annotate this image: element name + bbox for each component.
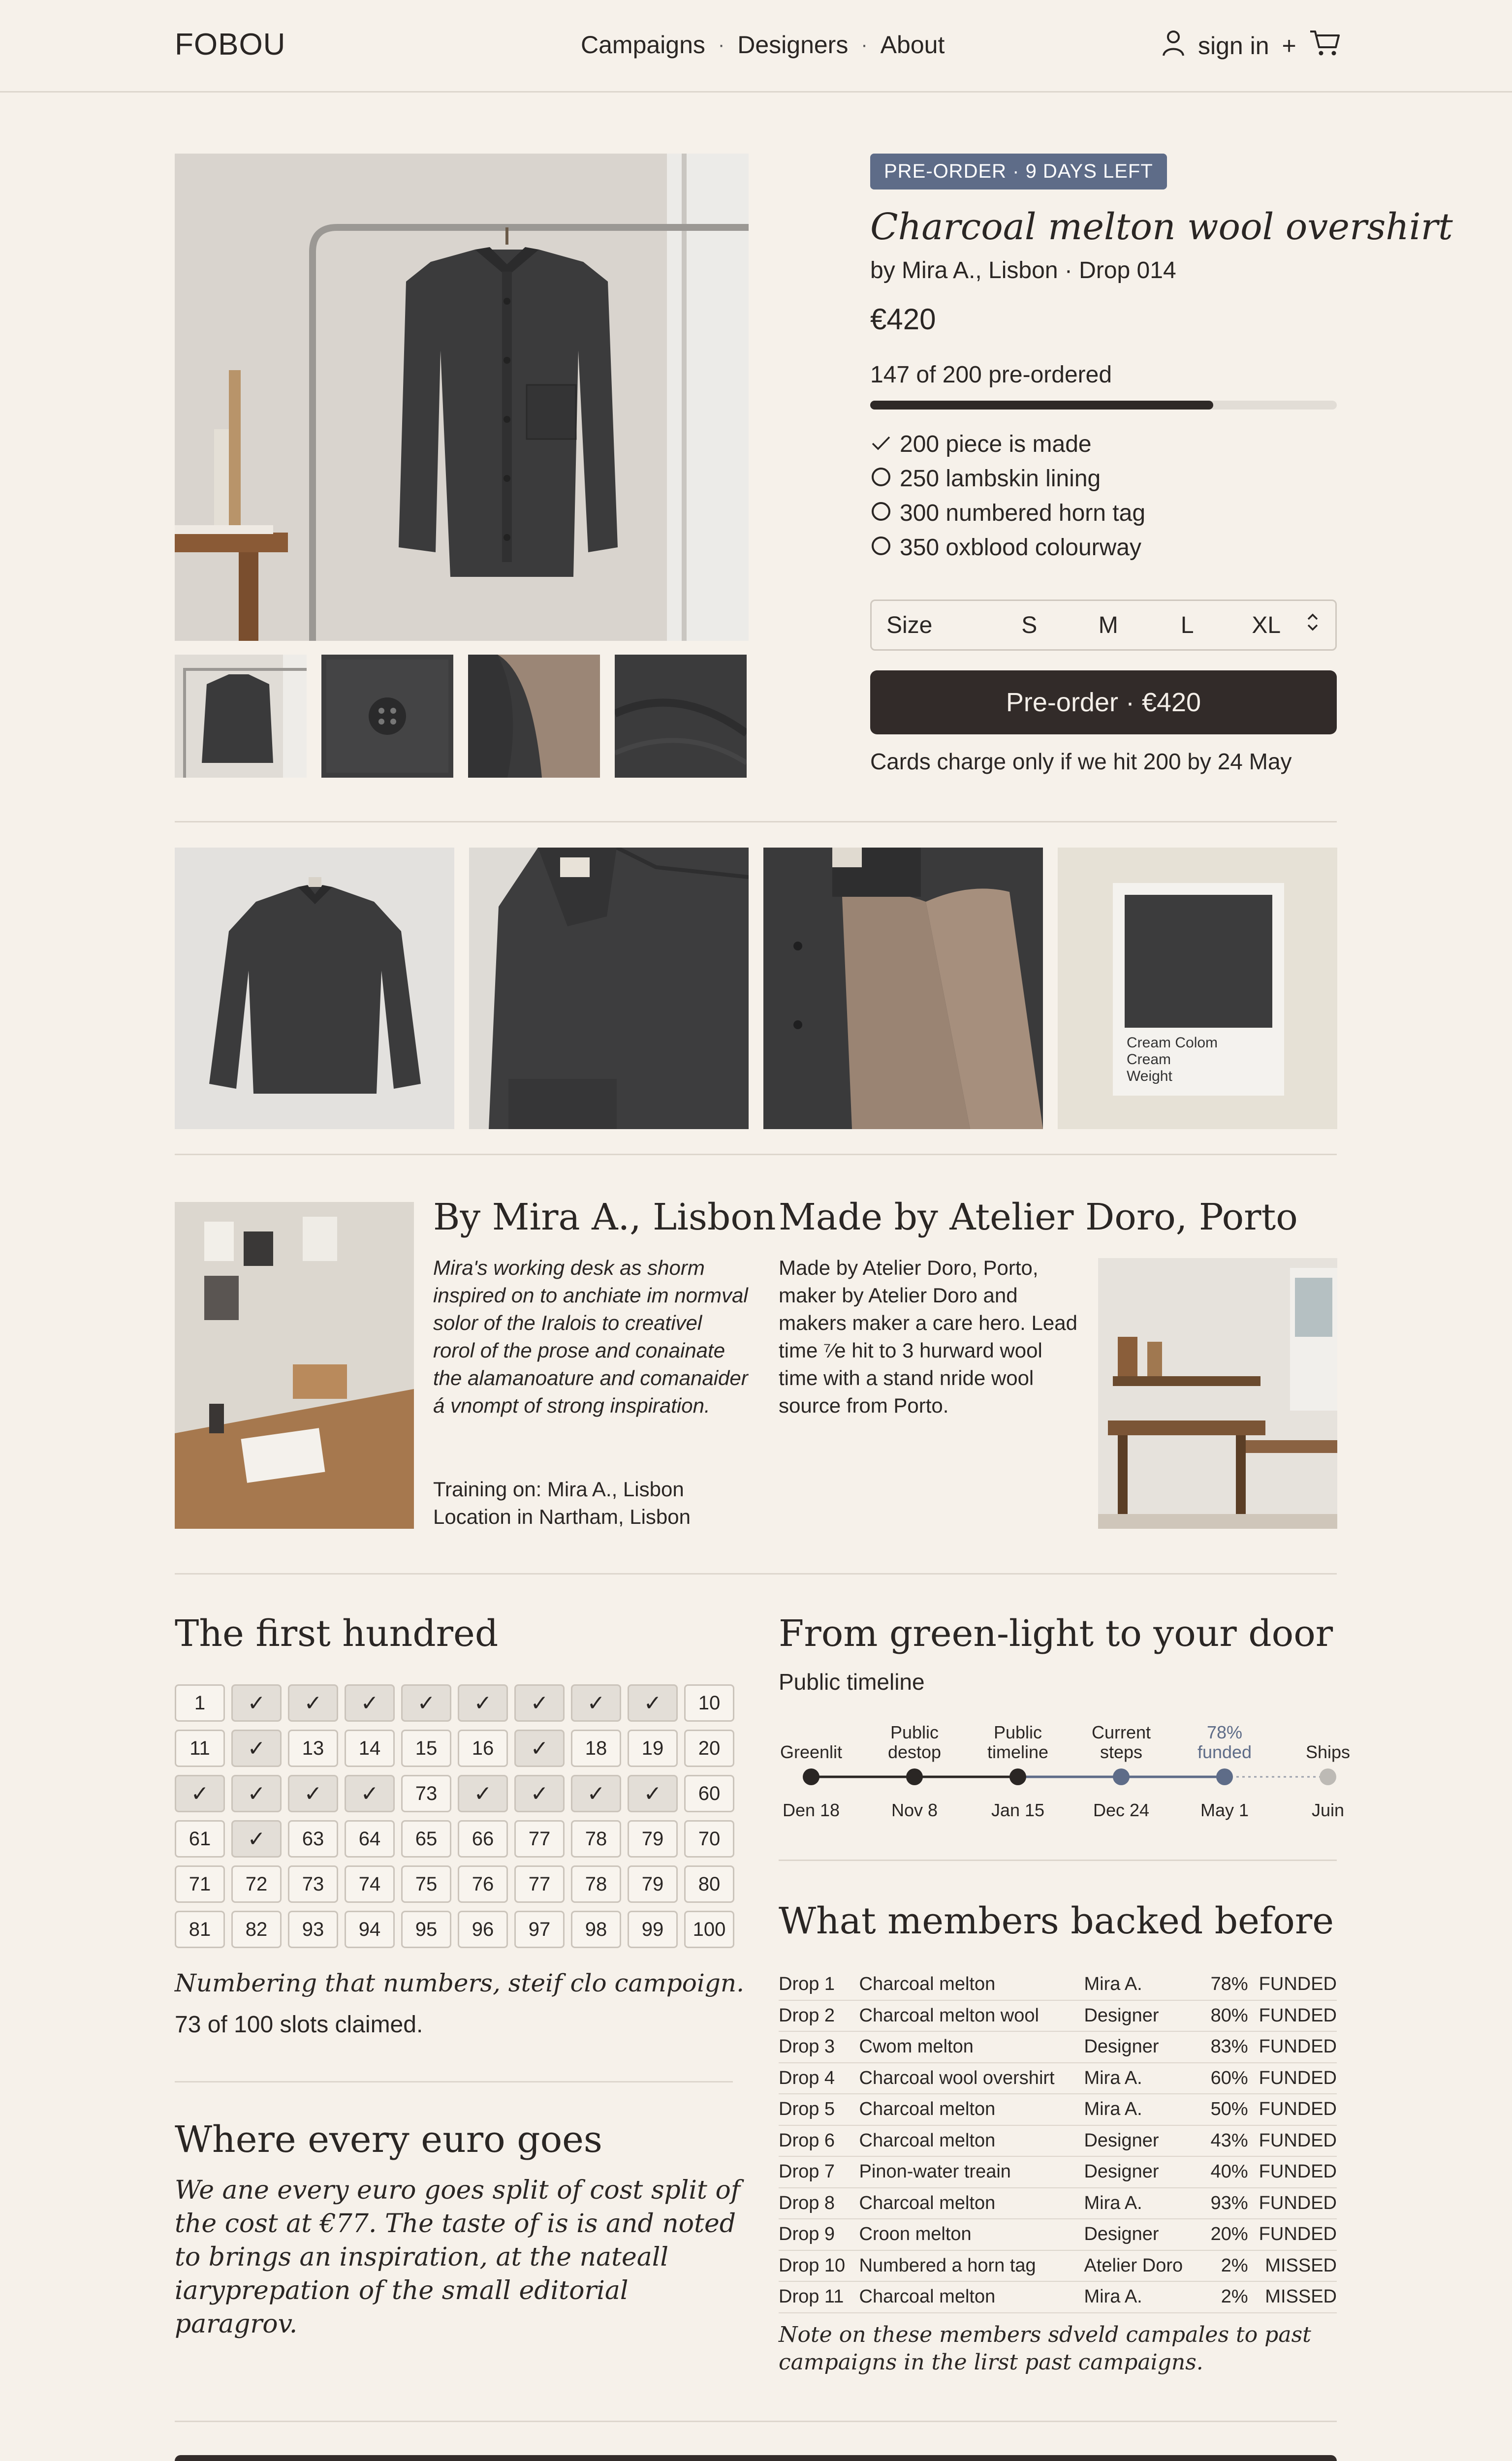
slot-cell[interactable]: 78 bbox=[571, 1820, 621, 1858]
divider bbox=[175, 2421, 1337, 2422]
timeline-step-label: timeline bbox=[987, 1742, 1049, 1762]
timeline-heading: From green-light to your door bbox=[779, 1612, 1333, 1655]
stretch-goal bbox=[870, 462, 1145, 496]
slot-cell[interactable]: 97 bbox=[514, 1911, 565, 1948]
timeline-step-date: Jan 15 bbox=[991, 1800, 1045, 1820]
funded-pct-cell: 60% bbox=[1211, 2063, 1259, 2094]
maker-cell: Mira A. bbox=[1084, 2063, 1210, 2094]
slot-cell[interactable]: 100 bbox=[684, 1911, 734, 1948]
slot-cell[interactable]: 75 bbox=[401, 1865, 451, 1903]
funded-pct-cell: 83% bbox=[1211, 2031, 1259, 2063]
divider bbox=[175, 1573, 1337, 1575]
maker-cell: Designer bbox=[1084, 2125, 1210, 2157]
euro-heading: Where every euro goes bbox=[175, 2118, 602, 2161]
slot-cell[interactable] bbox=[458, 1684, 508, 1722]
divider bbox=[175, 1154, 1337, 1155]
item-cell: Charcoal melton bbox=[859, 2188, 1084, 2219]
timeline bbox=[779, 1713, 1350, 1821]
slot-cell[interactable]: 74 bbox=[345, 1865, 395, 1903]
maker-cell: Mira A. bbox=[1084, 2281, 1210, 2313]
drop-cell: Drop 11 bbox=[779, 2281, 859, 2313]
table-row[interactable] bbox=[779, 2063, 1337, 2094]
divider bbox=[175, 821, 1337, 822]
slot-cell[interactable]: 71 bbox=[175, 1865, 225, 1903]
slot-cell[interactable]: 77 bbox=[514, 1865, 565, 1903]
slot-cell[interactable]: 13 bbox=[288, 1730, 338, 1767]
status-cell: FUNDED bbox=[1259, 2000, 1337, 2032]
slot-cell[interactable] bbox=[514, 1684, 565, 1722]
slot-cell[interactable] bbox=[628, 1684, 678, 1722]
timeline-step-label: destop bbox=[887, 1742, 942, 1762]
funded-pct-cell: 20% bbox=[1211, 2219, 1259, 2250]
check-icon bbox=[870, 427, 892, 462]
header-actions bbox=[1162, 29, 1341, 63]
chevron-updown-icon[interactable] bbox=[1306, 611, 1321, 639]
check-icon: ✓ bbox=[473, 1691, 492, 1715]
slot-cell[interactable]: 65 bbox=[401, 1820, 451, 1858]
timeline-step-date: Juin bbox=[1311, 1800, 1345, 1820]
timeline-step-date: Dec 24 bbox=[1093, 1800, 1150, 1820]
item-cell: Charcoal melton wool bbox=[859, 2000, 1084, 2032]
table-row[interactable] bbox=[779, 2000, 1337, 2032]
drop-cell: Drop 8 bbox=[779, 2188, 859, 2219]
maker-cell: Designer bbox=[1084, 2000, 1210, 2032]
slot-cell[interactable]: 70 bbox=[684, 1820, 734, 1858]
size-option-m[interactable]: M bbox=[1098, 612, 1118, 638]
history-heading: What members backed before bbox=[779, 1900, 1334, 1942]
status-cell: FUNDED bbox=[1259, 2031, 1337, 2063]
table-row[interactable] bbox=[779, 2031, 1337, 2063]
thumbnail-4[interactable] bbox=[615, 655, 747, 778]
timeline-dot bbox=[1113, 1768, 1130, 1785]
nav-separator: · bbox=[718, 33, 725, 56]
slot-grid bbox=[175, 1684, 734, 1948]
slot-cell[interactable] bbox=[231, 1684, 282, 1722]
slot-cell[interactable]: 1 bbox=[175, 1684, 225, 1722]
stretch-goal-label: 300 numbered horn tag bbox=[900, 500, 1146, 526]
circle-icon bbox=[870, 496, 892, 531]
timeline-step-label: Current bbox=[1091, 1722, 1151, 1742]
item-cell: Charcoal melton bbox=[859, 1969, 1084, 2000]
check-icon: ✓ bbox=[247, 1736, 266, 1761]
status-cell: MISSED bbox=[1259, 2250, 1337, 2282]
designer-desk-image[interactable] bbox=[175, 1202, 414, 1529]
swatch-label-line: Weight bbox=[1127, 1068, 1172, 1084]
join-preorder-button[interactable] bbox=[175, 2455, 1337, 2461]
detail-image-front[interactable] bbox=[175, 848, 454, 1129]
preorder-badge: PRE-ORDER · 9 DAYS LEFT bbox=[870, 154, 1167, 189]
stretch-goal bbox=[870, 427, 1145, 462]
table-row[interactable] bbox=[779, 1969, 1337, 2000]
funded-pct-cell: 78% bbox=[1211, 1969, 1259, 2000]
main-product-image[interactable] bbox=[175, 154, 749, 641]
maker-cell: Mira A. bbox=[1084, 2094, 1210, 2125]
funded-pct-cell: 2% bbox=[1211, 2281, 1259, 2313]
circle-icon bbox=[870, 462, 892, 496]
thumbnail-2[interactable] bbox=[321, 655, 453, 778]
slot-cell[interactable]: 98 bbox=[571, 1911, 621, 1948]
funded-pct-cell: 40% bbox=[1211, 2156, 1259, 2188]
stretch-goals-list bbox=[870, 427, 1145, 565]
product-title: Charcoal melton wool overshirt bbox=[870, 206, 1453, 248]
check-icon: ✓ bbox=[190, 1781, 209, 1806]
check-icon: ✓ bbox=[530, 1736, 549, 1761]
slot-cell[interactable]: 80 bbox=[684, 1865, 734, 1903]
drop-cell: Drop 1 bbox=[779, 1969, 859, 2000]
swatch-label-line: Cream Colom bbox=[1127, 1035, 1218, 1051]
table-row[interactable] bbox=[779, 2281, 1337, 2313]
stretch-goal-label: 250 lambskin lining bbox=[900, 466, 1101, 492]
preorder-progress-fill bbox=[870, 401, 1213, 410]
drop-cell: Drop 7 bbox=[779, 2156, 859, 2188]
drop-cell: Drop 5 bbox=[779, 2094, 859, 2125]
check-icon: ✓ bbox=[360, 1691, 379, 1715]
table-row[interactable] bbox=[779, 2125, 1337, 2157]
divider bbox=[779, 1860, 1337, 1861]
slot-cell[interactable]: 93 bbox=[288, 1911, 338, 1948]
check-icon: ✓ bbox=[304, 1781, 322, 1806]
first-hundred-heading: The first hundred bbox=[175, 1612, 499, 1655]
status-cell: FUNDED bbox=[1259, 1969, 1337, 2000]
timeline-dot bbox=[1320, 1768, 1336, 1785]
euro-text: We ane every euro goes split of cost split of the cost at €77. The taste of is is and noted to brings an inspiration, at the nateall iaryprepation of the small editorial paragrov. bbox=[175, 2176, 741, 2339]
slot-cell[interactable]: 94 bbox=[345, 1911, 395, 1948]
size-label: Size bbox=[886, 612, 933, 638]
product-price: €420 bbox=[870, 303, 936, 336]
plus-sign: + bbox=[1282, 32, 1296, 60]
drop-cell: Drop 6 bbox=[779, 2125, 859, 2157]
slot-cell[interactable]: 61 bbox=[175, 1820, 225, 1858]
stretch-goal bbox=[870, 531, 1145, 565]
item-cell: Croon melton bbox=[859, 2219, 1084, 2250]
timeline-dot bbox=[906, 1768, 923, 1785]
divider bbox=[175, 2081, 733, 2082]
charge-note: Cards charge only if we hit 200 by 24 May bbox=[870, 749, 1292, 774]
maker-cell: Mira A. bbox=[1084, 2188, 1210, 2219]
site-logo[interactable]: FOBOU bbox=[175, 28, 286, 62]
slot-cell[interactable] bbox=[175, 1775, 225, 1812]
timeline-step-label: Greenlit bbox=[780, 1742, 843, 1762]
status-cell: FUNDED bbox=[1259, 2188, 1337, 2219]
main-nav bbox=[581, 31, 945, 59]
slot-cell[interactable]: 81 bbox=[175, 1911, 225, 1948]
timeline-dot bbox=[803, 1768, 819, 1785]
preorder-count: 147 of 200 pre-ordered bbox=[870, 362, 1112, 388]
timeline-chart bbox=[779, 1713, 1350, 1821]
slot-cell[interactable]: 78 bbox=[571, 1865, 621, 1903]
check-icon: ✓ bbox=[587, 1691, 605, 1715]
check-icon: ✓ bbox=[643, 1781, 662, 1806]
designer-heading: By Mira A., Lisbon bbox=[433, 1196, 776, 1238]
item-cell: Charcoal melton bbox=[859, 2125, 1084, 2157]
slot-cell[interactable]: 99 bbox=[628, 1911, 678, 1948]
slot-cell[interactable] bbox=[231, 1730, 282, 1767]
atelier-heading: Made by Atelier Doro, Porto bbox=[779, 1196, 1298, 1238]
table-row[interactable] bbox=[779, 2156, 1337, 2188]
designer-location: Location in Nartham, Lisbon bbox=[433, 1505, 691, 1528]
funded-pct-cell: 2% bbox=[1211, 2250, 1259, 2282]
atelier-text: Made by Atelier Doro, Porto, maker by Atelier Doro and makers maker a care hero. Lead time ⁷⁄e hit to 3 hurward wool time with a stand nride wool source from Porto. bbox=[779, 1256, 1077, 1417]
item-cell: Charcoal melton bbox=[859, 2094, 1084, 2125]
slots-claimed: 73 of 100 slots claimed. bbox=[175, 2012, 423, 2038]
slot-cell[interactable]: 15 bbox=[401, 1730, 451, 1767]
slot-cell[interactable] bbox=[571, 1775, 621, 1812]
cart-icon[interactable] bbox=[1309, 29, 1341, 63]
slot-caption: Numbering that numbers, steif clo campoign. bbox=[175, 1969, 744, 1997]
timeline-subheading: Public timeline bbox=[779, 1669, 925, 1695]
timeline-step-date: Nov 8 bbox=[891, 1800, 938, 1820]
slot-cell[interactable] bbox=[345, 1684, 395, 1722]
timeline-dot bbox=[1216, 1768, 1233, 1785]
slot-cell[interactable] bbox=[231, 1775, 282, 1812]
status-cell: FUNDED bbox=[1259, 2156, 1337, 2188]
slot-cell[interactable] bbox=[571, 1684, 621, 1722]
slot-cell[interactable] bbox=[514, 1775, 565, 1812]
maker-cell: Designer bbox=[1084, 2156, 1210, 2188]
swatch-label-line: Cream bbox=[1127, 1051, 1171, 1068]
nav-separator: · bbox=[861, 33, 868, 56]
detail-image-lining[interactable] bbox=[763, 848, 1043, 1129]
table-row[interactable] bbox=[779, 2188, 1337, 2219]
circle-icon bbox=[870, 531, 892, 565]
slot-cell[interactable]: 10 bbox=[684, 1684, 734, 1722]
nav-designers[interactable]: Designers bbox=[737, 31, 849, 59]
timeline-step-label: funded bbox=[1197, 1742, 1252, 1762]
slot-cell[interactable]: 79 bbox=[628, 1820, 678, 1858]
thumbnail-1[interactable] bbox=[175, 655, 307, 778]
slot-cell[interactable]: 18 bbox=[571, 1730, 621, 1767]
slot-cell[interactable]: 16 bbox=[458, 1730, 508, 1767]
item-cell: Charcoal melton bbox=[859, 2281, 1084, 2313]
check-icon: ✓ bbox=[530, 1781, 549, 1806]
slot-cell[interactable] bbox=[345, 1775, 395, 1812]
slot-cell[interactable] bbox=[231, 1820, 282, 1858]
status-cell: FUNDED bbox=[1259, 2125, 1337, 2157]
item-cell: Numbered a horn tag bbox=[859, 2250, 1084, 2282]
nav-campaigns[interactable]: Campaigns bbox=[581, 31, 705, 59]
history-note: Note on these members sdveld campales to past campaigns in the lirst past campaigns. bbox=[779, 2322, 1311, 2375]
stretch-goal bbox=[870, 496, 1145, 531]
detail-image-collar[interactable] bbox=[469, 848, 749, 1129]
funded-pct-cell: 80% bbox=[1211, 2000, 1259, 2032]
slot-cell[interactable] bbox=[458, 1775, 508, 1812]
maker-cell: Atelier Doro bbox=[1084, 2250, 1210, 2282]
table-row[interactable] bbox=[779, 2219, 1337, 2250]
check-icon: ✓ bbox=[247, 1691, 266, 1715]
site-header bbox=[0, 0, 1512, 93]
slot-cell[interactable]: 82 bbox=[231, 1911, 282, 1948]
slot-cell[interactable]: 76 bbox=[458, 1865, 508, 1903]
timeline-step-label: 78% bbox=[1206, 1722, 1243, 1742]
drop-cell: Drop 2 bbox=[779, 2000, 859, 2032]
history-table bbox=[779, 1969, 1337, 2313]
slot-cell[interactable] bbox=[514, 1730, 565, 1767]
timeline-step-label: steps bbox=[1100, 1742, 1143, 1762]
size-selector[interactable] bbox=[870, 599, 1337, 651]
timeline-step-label: Ships bbox=[1305, 1742, 1350, 1762]
designer-story-text: Mira's working desk as shorm inspired on to anchiate im normval solor of the Iralois to creativel rorol of the prose and conainate the alamanoature and comanaider á vnompt of strong inspiration. bbox=[433, 1256, 748, 1417]
maker-cell: Designer bbox=[1084, 2031, 1210, 2063]
swatch-card-image[interactable] bbox=[1058, 848, 1337, 1129]
atelier-workshop-image[interactable] bbox=[1098, 1258, 1337, 1529]
slot-cell[interactable]: 95 bbox=[401, 1911, 451, 1948]
stretch-goal-label: 200 piece is made bbox=[900, 431, 1092, 457]
item-cell: Cwom melton bbox=[859, 2031, 1084, 2063]
slot-cell[interactable]: 14 bbox=[345, 1730, 395, 1767]
slot-cell[interactable]: 77 bbox=[514, 1820, 565, 1858]
nav-about[interactable]: About bbox=[880, 31, 945, 59]
status-cell: FUNDED bbox=[1259, 2219, 1337, 2250]
check-icon: ✓ bbox=[304, 1691, 322, 1715]
designer-training: Training on: Mira A., Lisbon bbox=[433, 1478, 684, 1501]
item-cell: Charcoal wool overshirt bbox=[859, 2063, 1084, 2094]
user-icon[interactable] bbox=[1162, 29, 1185, 63]
item-cell: Pinon-water treain bbox=[859, 2156, 1084, 2188]
check-icon: ✓ bbox=[643, 1691, 662, 1715]
timeline-step-label: Public bbox=[993, 1722, 1042, 1742]
size-option-l[interactable]: L bbox=[1180, 612, 1194, 638]
timeline-dot bbox=[1009, 1768, 1026, 1785]
slot-cell[interactable]: 66 bbox=[458, 1820, 508, 1858]
drop-cell: Drop 9 bbox=[779, 2219, 859, 2250]
maker-cell: Designer bbox=[1084, 2219, 1210, 2250]
check-icon: ✓ bbox=[247, 1827, 266, 1851]
table-row[interactable] bbox=[779, 2094, 1337, 2125]
timeline-step-date: Den 18 bbox=[782, 1800, 840, 1820]
drop-cell: Drop 3 bbox=[779, 2031, 859, 2063]
slot-cell[interactable]: 72 bbox=[231, 1865, 282, 1903]
funded-pct-cell: 50% bbox=[1211, 2094, 1259, 2125]
swatch-label bbox=[1127, 1035, 1218, 1085]
slot-cell[interactable] bbox=[288, 1775, 338, 1812]
stretch-goal-label: 350 oxblood colourway bbox=[900, 535, 1141, 561]
check-icon: ✓ bbox=[417, 1691, 436, 1715]
thumbnail-3[interactable] bbox=[468, 655, 600, 778]
slot-cell[interactable] bbox=[288, 1684, 338, 1722]
slot-cell[interactable]: 64 bbox=[345, 1820, 395, 1858]
slot-cell[interactable]: 60 bbox=[684, 1775, 734, 1812]
funded-pct-cell: 93% bbox=[1211, 2188, 1259, 2219]
size-option-xl[interactable]: XL bbox=[1252, 612, 1281, 638]
status-cell: FUNDED bbox=[1259, 2094, 1337, 2125]
preorder-button[interactable]: Pre-order · €420 bbox=[870, 670, 1337, 734]
drop-cell: Drop 4 bbox=[779, 2063, 859, 2094]
maker-cell: Mira A. bbox=[1084, 1969, 1210, 2000]
slot-cell[interactable]: 19 bbox=[628, 1730, 678, 1767]
check-icon: ✓ bbox=[587, 1781, 605, 1806]
slot-cell[interactable]: 20 bbox=[684, 1730, 734, 1767]
check-icon: ✓ bbox=[473, 1781, 492, 1806]
check-icon: ✓ bbox=[360, 1781, 379, 1806]
slot-cell[interactable] bbox=[401, 1684, 451, 1722]
size-option-s[interactable]: S bbox=[1021, 612, 1038, 638]
funded-pct-cell: 43% bbox=[1211, 2125, 1259, 2157]
drop-cell: Drop 10 bbox=[779, 2250, 859, 2282]
slot-cell[interactable]: 73 bbox=[401, 1775, 451, 1812]
preorder-progress-bar bbox=[870, 401, 1337, 410]
timeline-step-date: May 1 bbox=[1200, 1800, 1249, 1820]
check-icon: ✓ bbox=[247, 1781, 266, 1806]
slot-cell[interactable]: 11 bbox=[175, 1730, 225, 1767]
slot-cell[interactable]: 96 bbox=[458, 1911, 508, 1948]
slot-cell[interactable]: 63 bbox=[288, 1820, 338, 1858]
product-maker[interactable]: by Mira A., Lisbon · Drop 014 bbox=[870, 257, 1176, 284]
slot-cell[interactable] bbox=[628, 1775, 678, 1812]
status-cell: MISSED bbox=[1259, 2281, 1337, 2313]
sign-in-link[interactable]: sign in bbox=[1198, 32, 1269, 60]
status-cell: FUNDED bbox=[1259, 2063, 1337, 2094]
timeline-step-label: Public bbox=[890, 1722, 939, 1742]
slot-cell[interactable]: 73 bbox=[288, 1865, 338, 1903]
check-icon: ✓ bbox=[530, 1691, 549, 1715]
slot-cell[interactable]: 79 bbox=[628, 1865, 678, 1903]
table-row[interactable] bbox=[779, 2250, 1337, 2282]
